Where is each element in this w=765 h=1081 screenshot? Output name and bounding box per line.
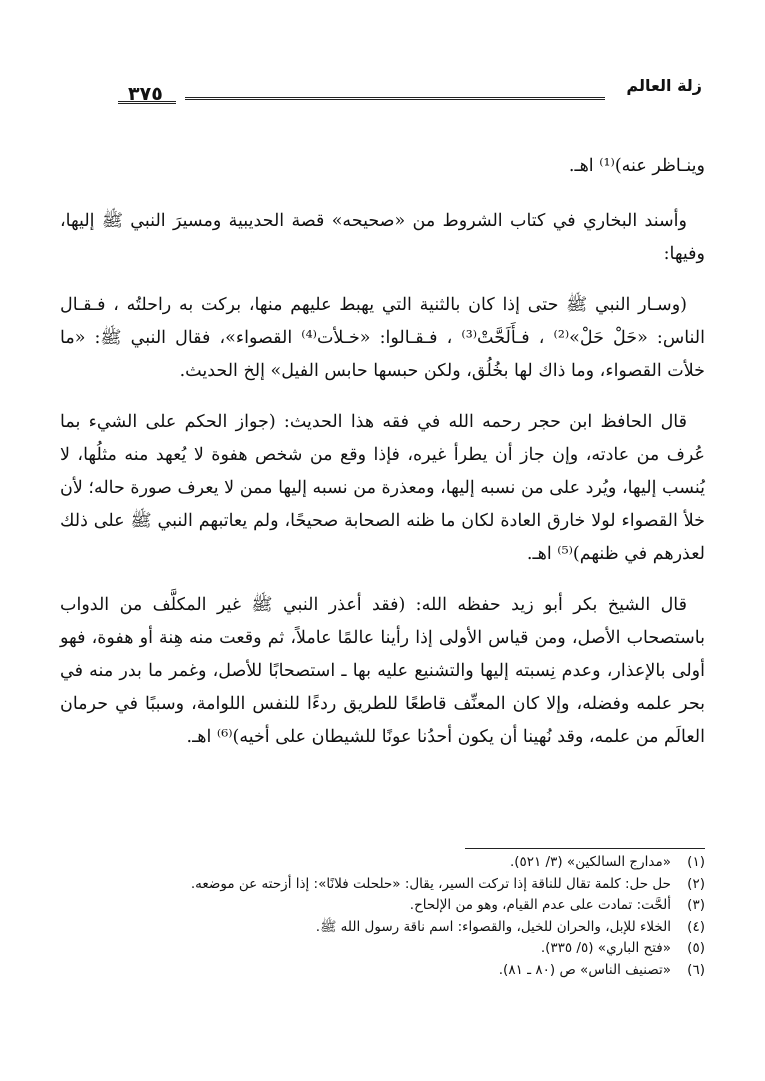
footnote-number: (٣) [687,897,705,913]
footnote-number: (١) [687,854,705,870]
footnote-number: (٢) [687,875,705,892]
footnote-6 [60,960,705,982]
footnote-2 [60,874,705,896]
paragraph-1: وينـاظر عنه)⁽¹⁾ اهـ. [568,156,705,176]
footnote-text: «مدارج السالكين» (٣/ ٥٢١). [509,854,671,870]
footnote-text: «تصنيف الناس» ص (٨٠ ـ ٨١). [498,961,671,978]
footnote-text: الخلاء للإبل، والحران للخيل، والقصواء: اسم ناقة رسول الله ﷺ. [315,918,671,935]
footnote-4 [60,917,705,939]
footnote-number: (٦) [687,961,705,978]
paragraph-3: (وسـار النبي ﷺ حتى إذا كان بالثنية التي يهبط عليهم منها، بركت به راحلتُه ، فـقـال الناس: «حَلْ حَلْ»⁽²⁾ ، فـأَلَحَّتْ⁽³⁾ ، فـقـالوا: «خـلأت⁽⁴⁾ القصواء»، فقال النبي ﷺ: «ما خلأت القصواء، وما ذاك لها بخُلُق، ولكن حبسها حابس الفيل» إلخ الحديث. [60,295,705,381]
header-rule [185,97,605,100]
footnote-5 [60,938,705,960]
main-text [60,150,705,772]
footnote-text: حل حل: كلمة تقال للناقة إذا تركت السير، يقال: «حلحلت فلانًا»: إذا أزحته عن موضعه. [190,875,671,892]
footnote-text: «فتح الباري» (٥/ ٣٣٥). [540,940,671,956]
footnote-1 [60,852,705,874]
running-head-title: زلة العالم [626,76,702,95]
paragraph-2: وأسند البخاري في كتاب الشروط من «صحيحه» قصة الحديبية ومسيرَ النبي ﷺ إليها، وفيها: [60,211,705,264]
footnote-number: (٥) [687,940,705,956]
footnote-separator [465,848,705,849]
paragraph-5: قال الشيخ بكر أبو زيد حفظه الله: (فقد أعذر النبي ﷺ غير المكلَّف من الدواب باستصحاب الأصل، ومن قياس الأولى إذا رأينا عالمًا عاملاً، ثم وقعت منه هِنة أو هفوة، فهو أولى بالإعذار، وعدم نِسبته إليها والتشنيع عليه بها ـ استصحابًا للأصل، وغمر ما بدر منه في بحر علمه وفضله، وإلا كان المعنِّف قاطعًا للطريق ردءًا للنفس اللوامة، وسببًا في حرمان العالَم من علمه، وقد نُهينا أن يكون أحدُنا عونًا للشيطان على أخيه)⁽⁶⁾ اهـ. [60,595,705,747]
footnotes [60,852,705,981]
footnote-3 [60,895,705,917]
footnote-number: (٤) [687,918,705,935]
page-number-rule [118,101,176,104]
page-number: ٣٧٥ [128,83,163,105]
footnote-text: ألحَّت: تمادت على عدم القيام، وهو من الإلحاح. [409,897,671,913]
paragraph-4: قال الحافظ ابن حجر رحمه الله في فقه هذا الحديث: (جواز الحكم على الشيء بما عُرف من عادته، وإن جاز أن يطرأ غيره، فإذا وقع من شخص هفوة لا يُعهد منه مثلُها، لا يُنسب إليها، ويُرد على من نسبه إليها، ومعذرة من نسبه إليها ممن لا يعرف صورة حاله؛ لأن خلأ القصواء لولا خارق العادة لكان ما ظنه الصحابة صحيحًا، ولم يعاتبهم النبي ﷺ على ذلك لعذرهم في ظنهم)⁽⁵⁾ اهـ. [60,412,705,564]
